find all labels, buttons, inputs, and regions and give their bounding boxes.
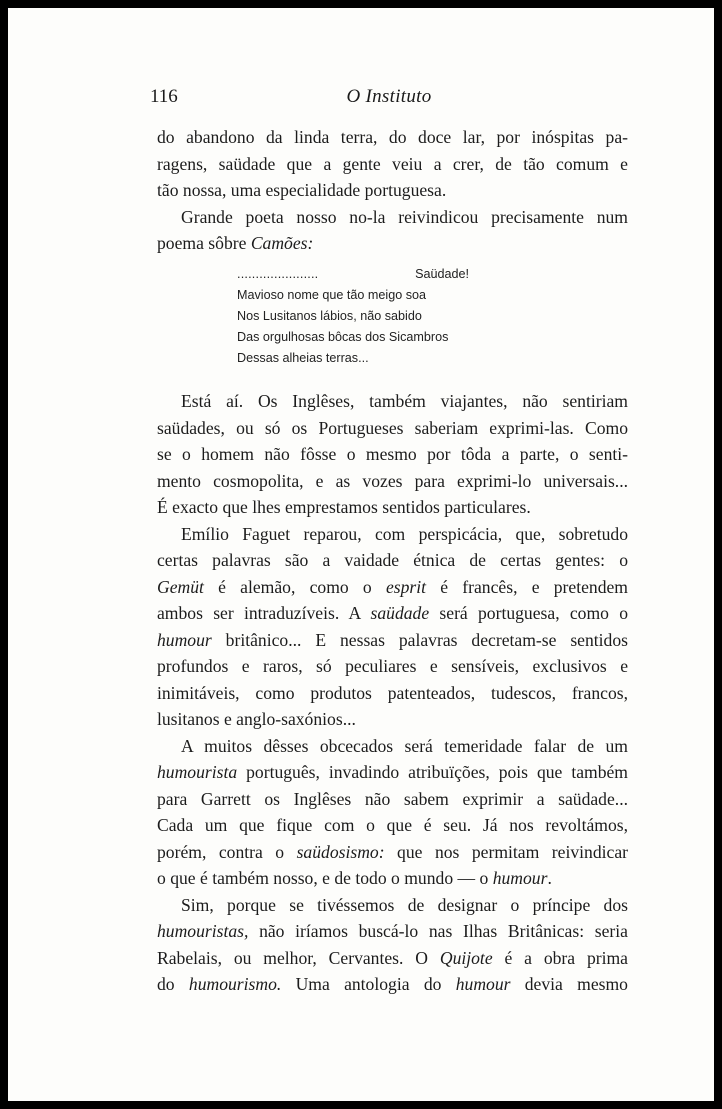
text-line: para Garrett os Inglêses não sabem exprimir a saüdade... <box>157 788 628 809</box>
text-line: ambos ser intraduzíveis. A saüdade será portuguesa, como o <box>157 603 628 623</box>
text-line: se o homem não fôsse o mesmo por tôda a parte, o senti- <box>157 444 628 464</box>
italic-humouristas: humouristas, <box>157 921 249 941</box>
text-line: humour britânico... E nessas palavras decretam-se sentidos <box>157 629 628 650</box>
text-line: Cada um que fique com o que é seu. Já nos revoltámos, <box>157 815 628 835</box>
body-text-main <box>157 388 628 998</box>
italic-quijote: Quijote <box>439 947 493 968</box>
verse-line <box>237 264 469 285</box>
text-line: Gemüt é alemão, como o esprit é francês, e pretendem <box>157 576 628 597</box>
verse-line: Dessas alheias terras... <box>237 351 369 365</box>
text-line: humouristas, não iríamos buscá-lo nas Ilhas Britânicas: seria <box>157 921 628 941</box>
text-line: tão nossa, uma especialidade portuguesa. <box>157 180 447 200</box>
italic-humourista: humourista <box>157 762 238 782</box>
text-line: inimitáveis, como produtos patenteados, tudescos, francos, <box>157 682 628 703</box>
italic-humourismo: humourismo. <box>188 974 282 994</box>
text-line: do abandono da linda terra, do doce lar, por inóspitas pa- <box>157 127 628 147</box>
text-line: do humourismo. Uma antologia do humour devia mesmo <box>157 974 628 994</box>
book-page <box>8 8 714 1101</box>
text-line: ragens, saüdade que a gente veiu a crer, de tão comum e <box>157 153 628 174</box>
text-line: certas palavras são a vaidade étnica de certas gentes: o <box>157 550 628 570</box>
running-title: O Instituto <box>346 86 432 107</box>
italic-saudade: saüdade <box>370 603 430 623</box>
italic-camoes: Camões: <box>250 233 314 253</box>
text-line: É exacto que lhes emprestamos sentidos particulares. <box>157 497 531 517</box>
verse-quote <box>237 264 469 369</box>
verse-line: Das orgulhosas bôcas dos Sicambros <box>237 330 449 344</box>
verse-line: Mavioso nome que tão meigo soa <box>237 288 427 302</box>
italic-saudosismo: saüdosismo: <box>296 841 385 862</box>
text-line: Está aí. Os Inglêses, também viajantes, não sentiriam <box>181 391 628 411</box>
verse-line: Nos Lusitanos lábios, não sabido <box>237 309 422 323</box>
text-line: A muitos dêsses obcecados será temeridade falar de um <box>181 735 628 756</box>
text-line: porém, contra o saüdosismo: que nos permitam reivindicar <box>157 841 628 862</box>
italic-humour: humour <box>157 629 212 650</box>
text-line: Rabelais, ou melhor, Cervantes. O Quijote é a obra prima <box>157 947 628 968</box>
text-line: humourista português, invadindo atribuïções, pois que também <box>157 762 628 782</box>
italic-humour-2: humour <box>492 868 548 888</box>
text-line: mento cosmopolita, e as vozes para exprimi-lo universais... <box>157 470 628 491</box>
text-line: poema sôbre Camões: <box>157 233 314 253</box>
italic-esprit: esprit <box>385 576 427 597</box>
page-header <box>150 86 628 110</box>
verse-ellipsis: ...................... <box>237 267 319 281</box>
verse-saudade: Saüdade! <box>415 267 469 281</box>
italic-gemut: Gemüt <box>157 576 204 597</box>
text-line: o que é também nosso, e de todo o mundo — o humour. <box>157 868 552 888</box>
text-line: saüdades, ou só os Portugueses saberiam exprimi-las. Como <box>157 417 628 438</box>
body-text-top <box>157 124 628 257</box>
text-line: lusitanos e anglo-saxónios... <box>157 709 356 729</box>
text-line: Sim, porque se tivéssemos de designar o príncipe dos <box>181 894 628 915</box>
page-number: 116 <box>150 86 178 107</box>
text-line: profundos e raros, só peculiares e sensíveis, exclusivos e <box>157 656 628 676</box>
text-line: Emílio Faguet reparou, com perspicácia, que, sobretudo <box>181 523 628 544</box>
text-line: Grande poeta nosso no-la reivindicou precisamente num <box>181 206 628 227</box>
italic-humour-3: humour <box>455 974 511 994</box>
